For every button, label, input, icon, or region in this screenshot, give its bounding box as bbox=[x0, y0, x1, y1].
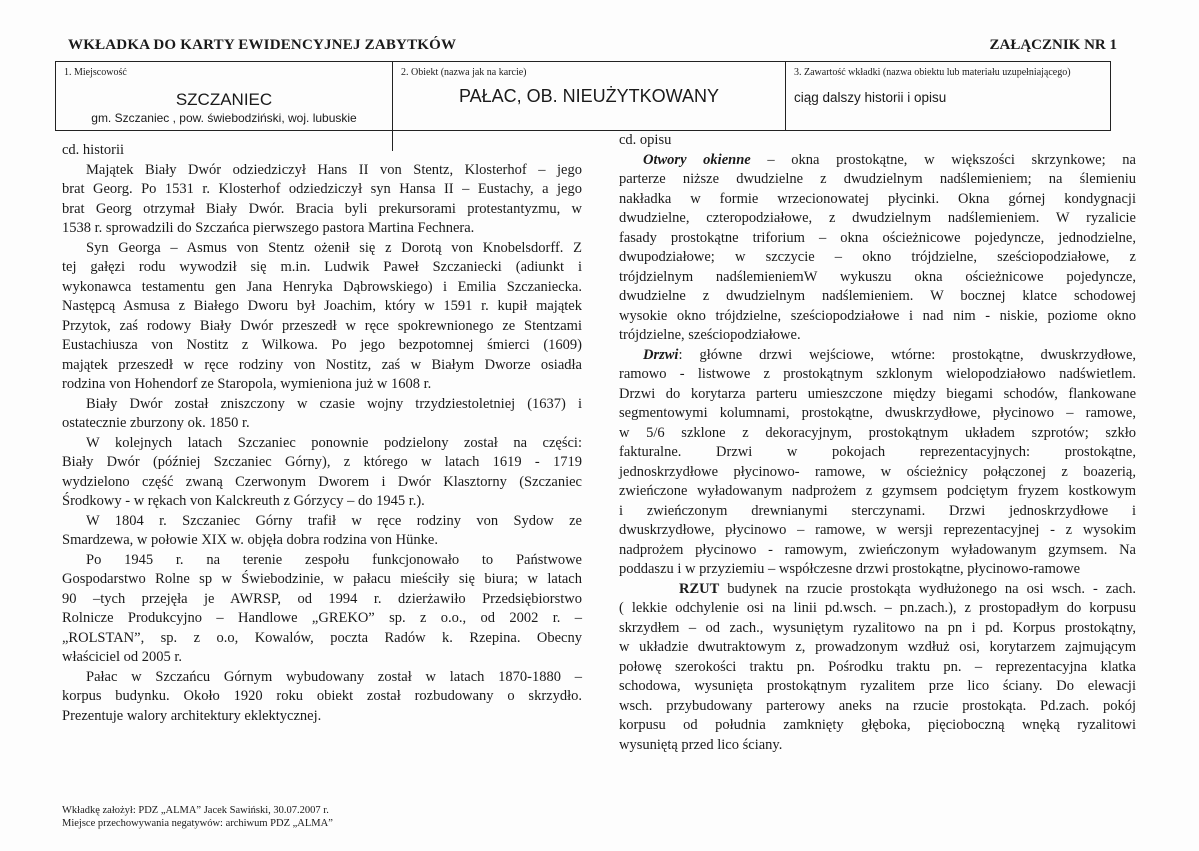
description-line: fakturalne. Drzwi w pokojach reprezentacyjnych: prostokątne, bbox=[619, 444, 1136, 460]
history-line: Po 1945 r. na terenie zespołu funkcjonowało to Państwowe bbox=[86, 551, 582, 568]
history-line: ostatecznie zburzony ok. 1850 r. bbox=[62, 415, 250, 431]
footer-archive: Miejsce przechowywania negatywów: archiwum PDZ „ALMA” bbox=[62, 818, 333, 829]
description-line: segmentowymi kolumnami, prostokątne, dwuskrzydłowe, płycinowo – ramowe, bbox=[619, 405, 1136, 421]
history-line: Następcą Asmusa z Białego Dworu był Joachim, który w 1591 r. kupił majątek bbox=[62, 298, 582, 314]
description-column bbox=[619, 131, 1136, 755]
history-line: „ROLSTAN”, sp. z o.o, Kowalów, poczta Radów k. Rzepina. Obecny bbox=[62, 629, 582, 646]
field-content bbox=[786, 62, 1110, 130]
history-line: Smardzewa, w połowie XIX w. objęła dobra rodzina von Hünke. bbox=[62, 532, 438, 548]
annex-number: ZAŁĄCZNIK NR 1 bbox=[989, 37, 1117, 53]
description-line: skrzydłem – od zach., wysuniętym ryzalitowo na pn i pd. Korpus prostokątny, bbox=[619, 619, 1136, 636]
description-line: parterze niższe dwudzielne z dwudzielnym nadślemieniem; na ślemieniu bbox=[619, 171, 1136, 187]
description-line: w układzie dwutraktowym z, prowadzonym wzdłuż osi, korytarzem zajmującym bbox=[619, 639, 1136, 655]
history-line: Przytok, zaś rodowy Biały Dwór przeszedł w ręce spokrewnionego ze Stentzami bbox=[62, 317, 582, 334]
description-line: wysokie okno trójdzielne, sześciopodziałowe i nad nim - niskie, poziome okno bbox=[619, 307, 1136, 324]
history-line: W 1804 r. Szczaniec Górny trafił w ręce rodziny von Sydow ze bbox=[86, 512, 582, 529]
description-line: trójdzielnym nadślemieniemW wykuszu okna ościeżnicowe pojedyncze, bbox=[619, 268, 1136, 285]
history-line: Rolnicze Produkcyjno – Handlowe „GREKO” sp. z o.o., od 2002 r. – bbox=[62, 610, 582, 626]
history-line: brat Georg otrzymał Biały Dwór. Bracia byli prekursorami protestantyzmu, w bbox=[62, 200, 582, 217]
history-line: Gospodarstwo Rolne sp w Świebodzinie, w pałacu mieściły się biura; w latach bbox=[62, 571, 582, 587]
description-line: w 5/6 szklone z dekoracyjnym, prostokątnym układem szprotów; szkło bbox=[619, 424, 1136, 441]
locality-value: SZCZANIEC bbox=[175, 90, 273, 109]
field-object-label: 2. Obiekt (nazwa jak na karcie) bbox=[401, 67, 527, 78]
plan-term: RZUT bbox=[679, 580, 720, 597]
doors-term: Drzwi bbox=[643, 346, 679, 363]
history-line: wykonawca testamentu gen Jana Henryka Dąbrowskiego) i Emilia Szczaniecka. bbox=[62, 278, 582, 295]
description-line: zwieńczone wyładowanym nadprożem z gzymsem podciętym fryzem kostkowym bbox=[619, 483, 1136, 499]
history-line: majątek przeszedł w ręce rodziny von Nostitz, zaś w Białym Dworze osiadła bbox=[62, 356, 582, 373]
description-line: poddaszu i w przyziemiu – współczesne drzwi prostokątne, płycinowo-ramowe bbox=[619, 561, 1081, 577]
history-line: brat Georg. Po 1531 r. Klosterhof odziedziczył syn Hansa II – Eustachy, a jego bbox=[62, 181, 582, 197]
description-line: ramowo - listwowe z prostokątnym szklonym wielopodziałowo nadświetlem. bbox=[619, 366, 1136, 382]
description-line: schodowa, wysunięta prostokątnym ryzalitem prze lico ściany. Do elewacji bbox=[619, 678, 1136, 694]
document-title: WKŁADKA DO KARTY EWIDENCYJNEJ ZABYTKÓW bbox=[68, 37, 457, 53]
history-line: W kolejnych latach Szczaniec ponownie podzielony został na części: bbox=[86, 434, 582, 451]
history-column bbox=[62, 141, 582, 726]
content-value: ciąg dalszy historii i opisu bbox=[794, 90, 947, 105]
field-object bbox=[393, 62, 786, 130]
description-line: wsch. przybudowany parterowy aneks na rzucie prostokąta. Pd.zach. pokój bbox=[619, 697, 1136, 714]
history-line: Syn Georga – Asmus von Stentz ożenił się z Dorotą von Knobelsdorff. Z bbox=[86, 239, 582, 256]
history-line: rodzina von Hohendorf ze Staropola, wymieniona już w 1608 r. bbox=[62, 376, 432, 392]
description-line: nadprożem płycinowo - ramowym, zwieńczonym wyładowanym gzymsem. Na bbox=[619, 541, 1136, 558]
description-line: dwudzielne z dwudzielnym nadślemieniem. W bocznej klatce schodowej bbox=[619, 288, 1136, 304]
history-line: Majątek Biały Dwór odziedziczył Hans II von Stentz, Klosterhof – jego bbox=[86, 161, 582, 178]
description-line: jednoskrzydłowe płycinowo- ramowe, w ościeżnicy połączonej z boazerią, bbox=[619, 463, 1136, 480]
description-line: Drzwi do korytarza parteru umieszczone między biegami schodów, flankowane bbox=[619, 385, 1136, 402]
description-line: dwuskrzydłowe, płycinowo – ramowe, w wersji reprezentacyjnej - z wysokim bbox=[619, 522, 1136, 538]
history-line: Pałac w Szczańcu Górnym wybudowany został w latach 1870-1880 – bbox=[86, 668, 582, 685]
history-line: Środkowy - w rękach von Kalckreuth z Górzycy – do 1945 r.). bbox=[62, 493, 425, 509]
description-line: wysuniętą przed lico ściany. bbox=[619, 736, 783, 753]
footer-author: Wkładkę założył: PDZ „ALMA” Jacek Sawiński, 30.07.2007 r. bbox=[62, 805, 329, 816]
windows-term: Otwory okienne bbox=[643, 151, 751, 168]
description-line: Otwory okienne – okna prostokątne, w większości skrzynkowe; na bbox=[643, 151, 1136, 168]
description-line: trójdzielne, sześciopodziałowe. bbox=[619, 327, 801, 343]
history-line: Biały Dwór (później Szczaniec Górny), z którego w latach 1619 - 1719 bbox=[62, 454, 582, 470]
field-content-label: 3. Zawartość wkładki (nazwa obiektu lub materiału uzupełniającego) bbox=[794, 67, 1071, 78]
description-line: korpusu od południa zamknięty głęboka, pięcioboczną wnęką ryzalitowi bbox=[619, 717, 1136, 733]
description-line: dwupodziałowe; w szczycie – okno trójdzielne, sześciopodziałowe, z bbox=[619, 249, 1136, 265]
description-line: Drzwi: główne drzwi wejściowe, wtórne: prostokątne, dwuskrzydłowe, bbox=[643, 346, 1136, 363]
object-value: PAŁAC, OB. NIEUŻYTKOWANY bbox=[458, 86, 720, 106]
header-fields-table bbox=[55, 61, 1111, 131]
footer-note bbox=[62, 804, 333, 830]
history-line: 90 –tych przejęła je AWRSP, od 1994 r. dzierżawiło Przedsiębiorstwo bbox=[62, 590, 582, 607]
description-line: fasady prostokątne triforium – okna ościeżnicowe pojedyncze, jednodzielne, bbox=[619, 229, 1136, 246]
description-heading: cd. opisu bbox=[619, 132, 672, 148]
history-heading: cd. historii bbox=[62, 142, 125, 158]
history-line: Eustachiusza von Nostitz z Wilkowa. Po jego bezpotomnej śmierci (1609) bbox=[62, 337, 582, 353]
history-line: tej gałęzi rodu wywodził się m.in. Ludwik Paweł Szczaniecki (adiunkt i bbox=[62, 259, 582, 275]
history-line: 1538 r. sprowadzili do Szczańca pierwszego pastora Martina Fechnera. bbox=[62, 220, 475, 236]
description-line: RZUT budynek na rzucie prostokąta wydłużonego na osi wsch. - zach. bbox=[679, 580, 1136, 597]
description-line: połowę szerokości traktu pn. Pośrodku traktu pn. – reprezentacyjna klatka bbox=[619, 658, 1136, 675]
description-line: i zwieńczonym drewnianymi sterczynami. Drzwi jednoskrzydłowe i bbox=[619, 502, 1136, 519]
description-line: dwudzielne, czteropodziałowe, z dwudzielnym nadślemieniem. W ryzalicie bbox=[619, 210, 1136, 226]
history-line: wydzielono część zwaną Czerwonym Dworem i Dwór Klasztorny (Szczaniec bbox=[62, 473, 582, 490]
description-line: ( lekkie odchylenie osi na linii pd.wsch. – pn.zach.), z prostopadłym do korpusu bbox=[619, 600, 1136, 616]
history-line: Biały Dwór został zniszczony w czasie wojny trzydziestoletniej (1637) i bbox=[86, 395, 582, 412]
locality-admin: gm. Szczaniec , pow. świebodziński, woj. lubuskie bbox=[91, 111, 357, 125]
history-line: właściciel od 2005 r. bbox=[62, 649, 183, 665]
history-line: korpus budynku. Około 1920 roku obiekt został rozbudowany o skrzydło. bbox=[62, 688, 582, 704]
description-line: nakładka w formie wrzecionowatej płycinki. Okna górnej kondygnacji bbox=[619, 190, 1136, 207]
history-line: Prezentuje walory architektury eklektycznej. bbox=[62, 707, 322, 724]
field-locality-label: 1. Miejscowość bbox=[64, 67, 127, 78]
field-locality bbox=[56, 62, 393, 130]
